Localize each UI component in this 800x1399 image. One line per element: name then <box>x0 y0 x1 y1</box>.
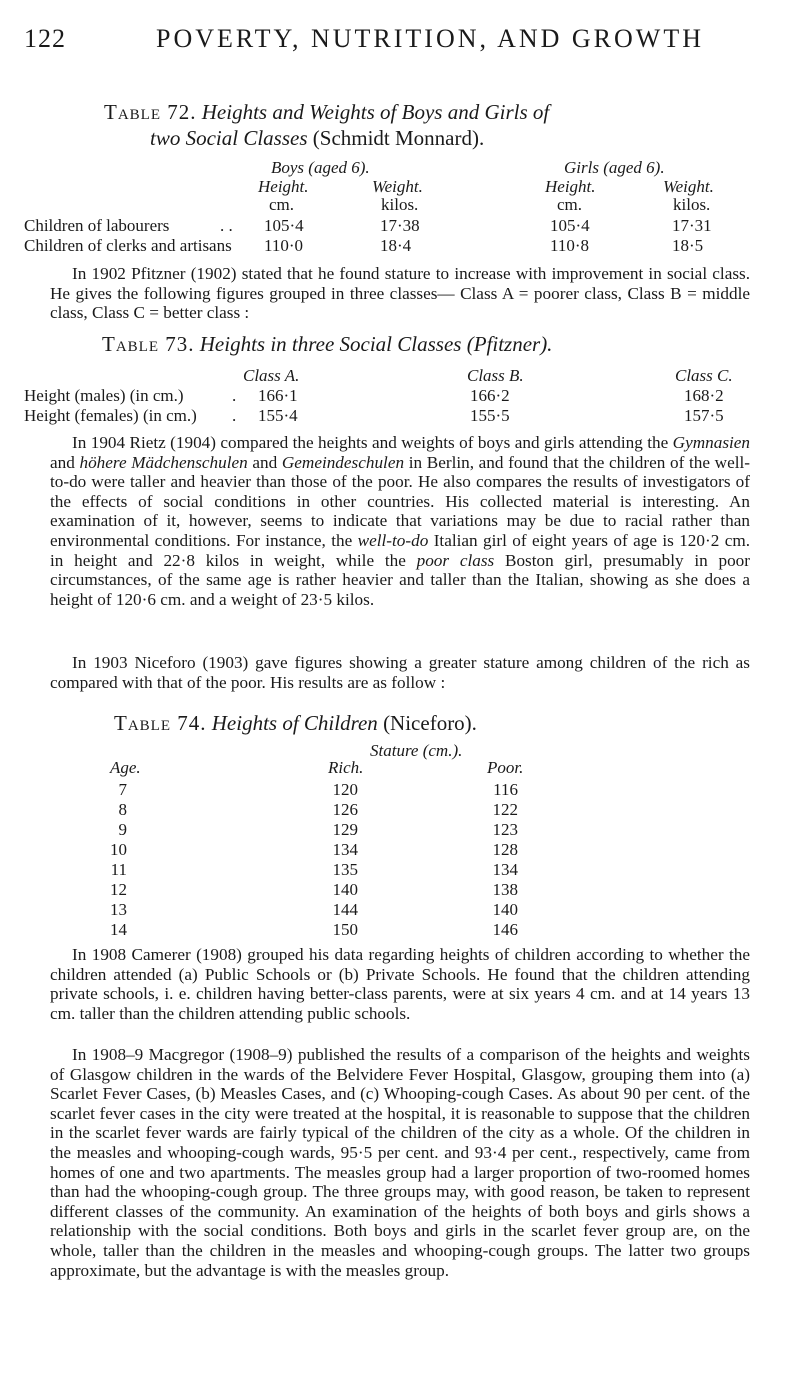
rich-cell: 120 <box>332 780 358 799</box>
table-73-title: Heights in three Social Classes <box>199 332 462 356</box>
text-run: and <box>50 452 80 472</box>
table-72-caption-line2 <box>150 125 484 151</box>
class-a-head: Class A. <box>243 366 300 385</box>
stature-head: Stature (cm.). <box>370 741 463 760</box>
rich-cell: 126 <box>332 800 358 819</box>
table-72-caption-line1 <box>104 99 549 125</box>
table-row-dots: . . <box>220 216 233 235</box>
paragraph-niceforo: In 1903 Niceforo (1903) gave figures showing a greater stature among children of the rich as compared with that of the poor. His results are as follow : <box>50 653 750 692</box>
poor-cell: 140 <box>492 900 518 919</box>
paragraph-camerer: In 1908 Camerer (1908) grouped his data regarding heights of children according to whether the children attended (a) Public Schools or (b) Private Schools. He found that the children attending private schools, i. e. children having better-class parents, were at six years 4 cm. and at 14 years 13 cm. taller than the children attending public schools. <box>50 945 750 1023</box>
poor-cell: 123 <box>492 820 518 839</box>
table-73-source: (Pfitzner). <box>466 332 553 356</box>
text-run: Boston girl, presumably in poor circumstances, of the same age is rather heavier and taller than the Italian, showing as she does a height of 120·6 cm. and a weight of 23·5 kilos. <box>50 550 750 609</box>
class-c-value: 168·2 <box>684 386 724 405</box>
table-row-dot: . <box>232 406 237 425</box>
table-73-caption <box>102 331 552 357</box>
page-header <box>24 24 784 64</box>
age-cell: 8 <box>118 800 127 819</box>
girls-height-value: 110·8 <box>550 236 590 255</box>
rich-cell: 129 <box>332 820 358 839</box>
rich-head: Rich. <box>328 758 364 777</box>
poor-cell: 138 <box>492 880 518 899</box>
age-cell: 7 <box>118 780 127 799</box>
class-a-value: 155·4 <box>258 406 298 425</box>
girls-height-value: 105·4 <box>550 216 590 235</box>
girls-weight-value: 18·5 <box>672 236 704 255</box>
boys-height-head: Height. <box>258 177 309 196</box>
class-b-value: 155·5 <box>470 406 510 425</box>
poor-cell: 122 <box>492 800 518 819</box>
table-74-source: (Niceforo). <box>383 711 477 735</box>
paragraph-macgregor: In 1908–9 Macgregor (1908–9) published the results of a comparison of the heights and weights of Glasgow children in the wards of the Belvidere Fever Hospital, Glasgow, grouping them into (a) Scarlet Fever Cases, (b) Measles Cases, and (c) Whooping-cough Cases. As about 90 per cent. of the scarlet fever cases in the city were treated at the hospital, it is reasonable to suppose that the children in the scarlet fever wards are fairly typical of the children of the city as a whole. Of the children in the measles and whooping-cough wards, 95·5 per cent. and 93·4 per cent., respectively, came from homes of one and two apartments. The measles group had a larger proportion of two-roomed homes than had the whooping-cough group. The three groups may, with good reason, be taken to represent different classes of the community. An examination of the heights of both boys and girls shows a relationship with the social conditions. Both boys and girls in the scarlet fever group are, on the whole, taller than the children in the measles and whooping-cough groups. The latter two groups approximate, but the advantage is with the measles group. <box>50 1045 750 1280</box>
boys-group-head: Boys (aged 6). <box>271 158 370 177</box>
boys-height-unit: cm. <box>269 195 295 214</box>
boys-weight-head: Weight. <box>372 177 423 196</box>
girls-height-head: Height. <box>545 177 596 196</box>
table-72-title-line2a: two Social Classes <box>150 126 308 150</box>
girls-group-head: Girls (aged 6). <box>564 158 665 177</box>
age-cell: 11 <box>110 860 127 879</box>
paragraph-pfitzner: In 1902 Pfitzner (1902) stated that he found stature to increase with improvement in social class. He gives the following figures grouped in three classes— Class A = poorer class, Class B = middle class, Class C = better class : <box>50 264 750 323</box>
text-run: and <box>247 452 282 472</box>
class-c-value: 157·5 <box>684 406 724 425</box>
class-b-head: Class B. <box>467 366 524 385</box>
rich-cell: 144 <box>332 900 358 919</box>
girls-weight-unit: kilos. <box>673 195 711 214</box>
poor-cell: 128 <box>492 840 518 859</box>
text-run: in Berlin, and found that the children of the well-to-do were taller and heavier than those of the poor. He also compares the results of investigators of the effects of social conditions in other countries. His collected material is interesting. An examination of it, however, seems to indicate that variations may be due to racial rather than environmental conditions. For instance, the <box>50 452 750 550</box>
boys-weight-unit: kilos. <box>381 195 419 214</box>
rich-cell: 150 <box>332 920 358 939</box>
age-cell: 13 <box>110 900 127 919</box>
emphasis: poor class <box>416 550 495 570</box>
table-row-label: Height (males) (in cm.) <box>24 386 184 405</box>
emphasis: Gymnasien <box>672 433 750 452</box>
girls-height-unit: cm. <box>557 195 583 214</box>
class-a-value: 166·1 <box>258 386 298 405</box>
age-cell: 14 <box>110 920 127 939</box>
text-run: In 1904 Rietz (1904) compared the heights and weights of boys and girls attending the <box>72 433 673 452</box>
text-run: Italian girl of eight years of age is 120·2 cm. in height and 22·8 kilos in weight, while the <box>50 530 750 570</box>
emphasis: Gemeindeschulen <box>281 452 405 472</box>
class-b-value: 166·2 <box>470 386 510 405</box>
class-c-head: Class C. <box>675 366 733 385</box>
age-cell: 10 <box>110 840 127 859</box>
poor-head: Poor. <box>487 758 524 777</box>
boys-height-value: 110·0 <box>264 236 304 255</box>
table-row-label: Height (females) (in cm.) <box>24 406 197 425</box>
table-73-label: Table 73. <box>102 332 195 356</box>
girls-weight-value: 17·31 <box>672 216 712 235</box>
poor-cell: 134 <box>492 860 518 879</box>
boys-weight-value: 18·4 <box>380 236 412 255</box>
table-row-label: Children of clerks and artisans <box>24 236 232 255</box>
boys-weight-value: 17·38 <box>380 216 420 235</box>
table-row-label: Children of labourers <box>24 216 170 235</box>
table-72-title-line1: Heights and Weights of Boys and Girls of <box>201 100 550 124</box>
running-head: POVERTY, NUTRITION, AND GROWTH <box>156 24 704 53</box>
age-head: Age. <box>110 758 141 777</box>
rich-cell: 135 <box>332 860 358 879</box>
emphasis: well-to-do <box>357 530 429 550</box>
boys-height-value: 105·4 <box>264 216 304 235</box>
poor-cell: 116 <box>493 780 518 799</box>
table-74-label: Table 74. <box>114 711 207 735</box>
table-row-dot: . <box>232 386 237 405</box>
table-72-label: Table 72. <box>104 100 197 124</box>
poor-cell: 146 <box>492 920 518 939</box>
page-number: 122 <box>24 24 66 53</box>
table-72-title-line2b: (Schmidt Monnard). <box>312 126 485 150</box>
age-cell: 12 <box>110 880 127 899</box>
paragraph-rietz <box>50 433 750 609</box>
table-74-title: Heights of Children <box>211 711 378 735</box>
age-cell: 9 <box>118 820 127 839</box>
rich-cell: 134 <box>332 840 358 859</box>
table-74-caption <box>114 710 477 736</box>
girls-weight-head: Weight. <box>663 177 714 196</box>
rich-cell: 140 <box>332 880 358 899</box>
emphasis: höhere Mädchenschulen <box>79 452 248 472</box>
